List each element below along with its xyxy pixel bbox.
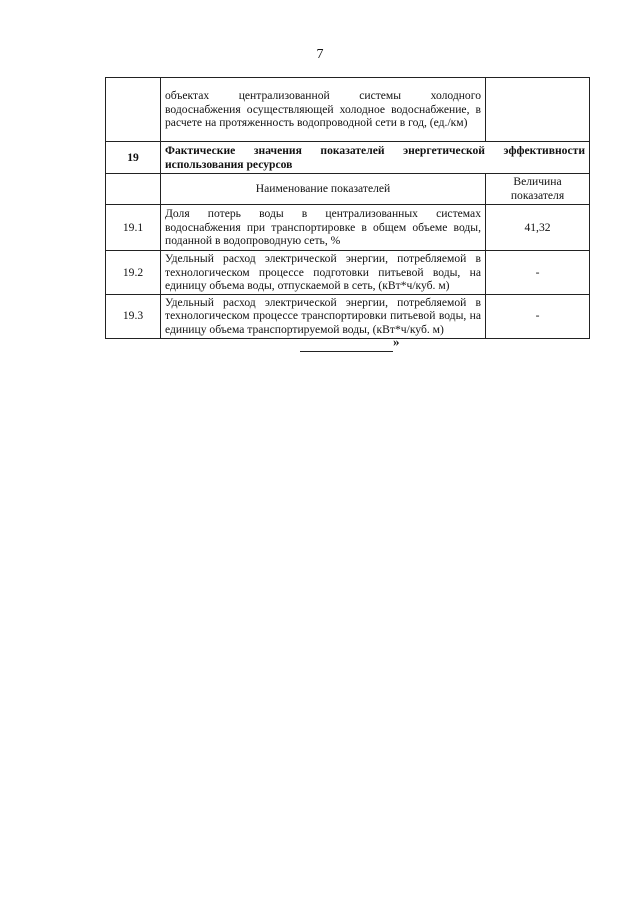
- row-text-rest: водоснабжения осуществляющей холодное водоснабжение, в расчете на протяженность водопроводной сети в год, (ед./км): [165, 102, 481, 130]
- section-row: [106, 142, 590, 174]
- header-number: [106, 174, 161, 205]
- row-value: -: [486, 251, 590, 295]
- row-value: -: [486, 294, 590, 338]
- section-number: 19: [106, 142, 161, 174]
- row-number: 19.3: [106, 294, 161, 338]
- row-text: [161, 78, 486, 142]
- header-row: [106, 174, 590, 205]
- row-value: [486, 78, 590, 142]
- closing-quote: »: [393, 334, 400, 349]
- row-name: Доля потерь воды в централизованных системах водоснабжения при транспортировке в общем объеме воды, поданной в водопроводную сеть, %: [161, 205, 486, 251]
- table-row: [106, 294, 590, 338]
- row-name: Удельный расход электрической энергии, потребляемой в технологическом процессе подготовки питьевой воды, на единицу объема воды, отпускаемой в сеть, (кВт*ч/куб. м): [161, 251, 486, 295]
- row-number: [106, 78, 161, 142]
- row-name: Удельный расход электрической энергии, потребляемой в технологическом процессе транспортировки питьевой воды, на единицу объема транспортируемой воды, (кВт*ч/куб. м): [161, 294, 486, 338]
- section-title: Фактические значения показателей энергетической эффективности использования ресурсов: [161, 142, 590, 174]
- row-number: 19.2: [106, 251, 161, 295]
- header-value: Величина показателя: [486, 174, 590, 205]
- header-name: Наименование показателей: [161, 174, 486, 205]
- table-row: [106, 205, 590, 251]
- table-row-continuation: [106, 78, 590, 142]
- closing-line: [300, 341, 393, 352]
- row-number: 19.1: [106, 205, 161, 251]
- row-text-first-line: объектах централизованной системы холодного: [165, 89, 481, 103]
- indicators-table: [105, 77, 590, 339]
- page-number: 7: [316, 47, 324, 62]
- table-row: [106, 251, 590, 295]
- row-value: 41,32: [486, 205, 590, 251]
